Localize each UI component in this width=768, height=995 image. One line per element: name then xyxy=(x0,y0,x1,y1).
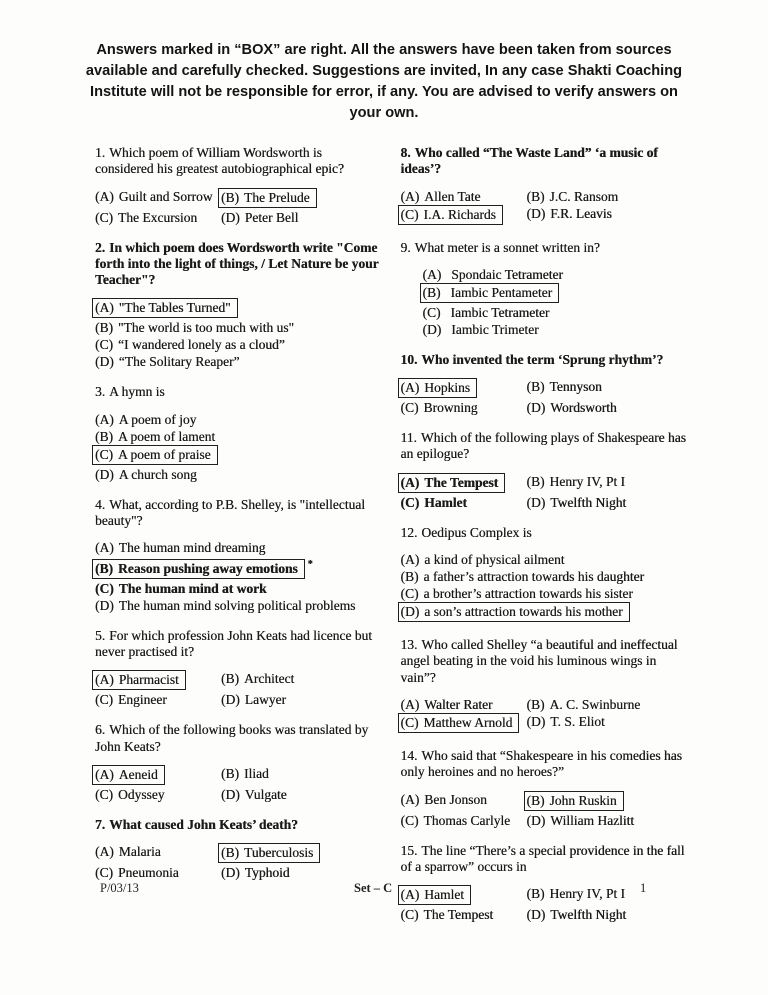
option-label: (C) xyxy=(95,337,113,353)
option-label: (D) xyxy=(95,466,114,482)
option xyxy=(221,188,383,209)
question-body-text: Who said that “Shakespeare in his comedies has only heroines and no heroes?” xyxy=(400,747,682,780)
question-text xyxy=(401,352,689,368)
option-label: (D) xyxy=(221,692,240,708)
option-text: A poem of joy xyxy=(118,411,197,427)
option-text: Guilt and Sorrow xyxy=(118,188,213,204)
option xyxy=(527,494,689,511)
answer-box xyxy=(398,473,506,493)
question-block xyxy=(401,430,689,511)
option-text: Twelfth Night xyxy=(550,907,627,923)
option xyxy=(95,428,383,445)
question-block xyxy=(95,384,383,482)
question-text xyxy=(401,525,689,541)
option xyxy=(423,321,689,338)
question-number: 1. xyxy=(95,145,106,160)
answer-box xyxy=(420,283,560,303)
option-label: (A) xyxy=(95,844,114,860)
answer-box xyxy=(218,188,317,208)
option-text: Twelfth Night xyxy=(550,494,627,510)
question-body-text: In which poem does Wordsworth write "Come forth into the light of things, / Let Nature be your Teacher"? xyxy=(95,239,379,288)
option-label: (B) xyxy=(221,766,239,782)
footer-paper-code: P/03/13 xyxy=(100,881,139,895)
option-label: (A) xyxy=(400,188,420,204)
option-text: Peter Bell xyxy=(244,209,299,225)
question-body-text: Oedipus Complex is xyxy=(421,524,532,540)
option-label: (A) xyxy=(400,552,420,568)
option-label: (A) xyxy=(400,380,420,396)
option-label: (A) xyxy=(400,887,420,903)
answer-box xyxy=(92,298,238,318)
left-column xyxy=(95,145,383,937)
options xyxy=(95,298,383,370)
question-text xyxy=(401,748,689,781)
option-label: (D) xyxy=(526,400,546,416)
option-label: (C) xyxy=(95,580,114,596)
question-text xyxy=(95,240,383,289)
option-label: (B) xyxy=(400,569,419,585)
option-label: (C) xyxy=(400,494,420,510)
option xyxy=(221,786,383,803)
option xyxy=(527,713,689,734)
option-text: Allen Tate xyxy=(424,188,481,204)
option-text: a father’s attraction towards his daughter xyxy=(423,569,645,585)
answer-box xyxy=(398,602,630,622)
option xyxy=(95,466,383,483)
option xyxy=(221,864,383,881)
option xyxy=(527,791,689,812)
option-text: William Hazlitt xyxy=(550,812,635,828)
question-body-text: What meter is a sonnet written in? xyxy=(414,239,600,255)
question-body-text: A hymn is xyxy=(109,384,165,400)
footer-set-label: Set – C xyxy=(354,881,393,895)
question-number: 4. xyxy=(95,496,106,512)
option-label: (C) xyxy=(95,787,113,803)
option-text: T. S. Eliot xyxy=(550,713,605,729)
option xyxy=(401,378,527,399)
option xyxy=(401,473,527,494)
option-text: Wordsworth xyxy=(550,400,617,416)
option-label: (A) xyxy=(400,696,420,712)
option-label: (A) xyxy=(95,672,114,688)
question-text xyxy=(95,145,383,178)
option-text: F.R. Leavis xyxy=(550,205,612,221)
option xyxy=(95,843,221,864)
answer-box xyxy=(398,713,520,733)
option xyxy=(95,765,221,786)
option-text: A church song xyxy=(118,466,197,482)
option-text: J.C. Ransom xyxy=(549,188,619,204)
question-block xyxy=(95,497,383,614)
question-block xyxy=(401,240,689,338)
option-label: (B) xyxy=(95,320,113,336)
option-text: The human mind solving political problems xyxy=(118,597,356,613)
option-text: I.A. Richards xyxy=(423,206,496,222)
option xyxy=(95,411,383,428)
option-text: Walter Rater xyxy=(424,696,493,712)
question-number: 7. xyxy=(95,817,106,833)
question-block xyxy=(401,748,689,829)
option-text: "The world is too much with us" xyxy=(118,320,295,336)
option-label: (C) xyxy=(422,304,441,320)
question-text xyxy=(401,637,689,686)
option xyxy=(95,209,221,226)
question-body-text: Which of the following books was translated by John Keats? xyxy=(95,722,369,754)
answer-box xyxy=(398,205,503,225)
question-block xyxy=(401,525,689,623)
option-label: (A) xyxy=(95,767,114,783)
question-block xyxy=(95,240,383,371)
option-text: A poem of praise xyxy=(118,446,211,462)
option-text: Tennyson xyxy=(549,379,602,395)
option-label: (B) xyxy=(422,284,441,300)
option xyxy=(95,188,221,209)
option-text: The Excursion xyxy=(118,209,198,225)
option xyxy=(527,906,689,923)
option xyxy=(221,209,383,226)
option-text: Spondaic Tetrameter xyxy=(451,266,563,282)
question-text xyxy=(95,384,383,400)
option xyxy=(401,205,527,226)
option xyxy=(527,188,689,205)
question-number: 12. xyxy=(400,524,418,540)
option-label: (C) xyxy=(400,400,419,416)
option-text: The human mind dreaming xyxy=(118,540,266,556)
question-text xyxy=(95,628,383,661)
option xyxy=(527,696,689,713)
option-text: The Tempest xyxy=(424,474,499,490)
option-text: A. C. Swinburne xyxy=(549,696,641,712)
question-block xyxy=(95,817,383,881)
option xyxy=(401,696,527,713)
option-label: (C) xyxy=(400,206,419,222)
option-text: Pneumonia xyxy=(118,865,179,881)
option-text: Matthew Arnold xyxy=(423,714,513,730)
option xyxy=(95,539,383,556)
option-text: Typhoid xyxy=(244,865,290,881)
option xyxy=(527,399,689,416)
option xyxy=(527,205,689,226)
question-text xyxy=(401,430,689,463)
question-text xyxy=(401,145,689,178)
question-number: 3. xyxy=(95,384,106,400)
option xyxy=(401,585,689,602)
option xyxy=(401,551,689,568)
option-text: Iambic Tetrameter xyxy=(450,304,550,320)
option xyxy=(95,336,383,353)
answer-box xyxy=(524,791,624,811)
option xyxy=(95,597,383,614)
option xyxy=(401,906,527,923)
option-label: (D) xyxy=(526,713,546,729)
answer-box xyxy=(92,670,186,690)
question-body-text: Who called “The Waste Land” ‘a music of ideas’? xyxy=(400,145,658,177)
option-label: (C) xyxy=(400,907,419,923)
options xyxy=(401,696,689,734)
options xyxy=(95,411,383,483)
option-label: (C) xyxy=(400,812,419,828)
question-text xyxy=(95,497,383,530)
option xyxy=(423,283,689,304)
question-number: 6. xyxy=(95,722,106,738)
option-label: (D) xyxy=(422,321,442,337)
option-text: Iliad xyxy=(244,766,269,782)
option-label: (C) xyxy=(95,692,113,708)
question-body-text: The line “There’s a special providence in the fall of a sparrow” occurs in xyxy=(400,842,685,874)
question-number: 11. xyxy=(400,430,417,446)
option xyxy=(95,691,221,708)
question-block xyxy=(401,352,689,416)
option-label: (B) xyxy=(95,428,113,444)
option-label: (D) xyxy=(221,865,240,881)
option-label: (D) xyxy=(221,787,240,803)
question-number: 10. xyxy=(400,351,418,367)
option xyxy=(401,188,527,205)
option-footnote-mark: * xyxy=(307,559,313,571)
option-label: (B) xyxy=(526,473,545,489)
option xyxy=(221,765,383,786)
option-label: (A) xyxy=(95,540,114,556)
option-text: Iambic Pentameter xyxy=(450,284,553,300)
options xyxy=(401,473,689,511)
option-label: (D) xyxy=(221,209,240,225)
option xyxy=(95,319,383,336)
option-text: Reason pushing away emotions xyxy=(118,560,298,576)
question-block xyxy=(95,628,383,709)
question-body-text: Which poem of William Wordsworth is considered his greatest autobiographical epic? xyxy=(95,145,344,177)
question-text xyxy=(401,843,689,876)
question-number: 15. xyxy=(400,842,418,858)
options xyxy=(401,188,689,226)
answer-box xyxy=(92,445,218,465)
option xyxy=(401,812,527,829)
option-label: (D) xyxy=(526,205,546,221)
option-text: Browning xyxy=(423,400,478,416)
questions-area xyxy=(95,145,688,937)
question-number: 13. xyxy=(400,637,418,653)
option xyxy=(221,843,383,864)
option-text: Vulgate xyxy=(244,787,287,803)
option-text: Henry IV, Pt I xyxy=(549,886,625,902)
option-text: Aeneid xyxy=(118,767,158,783)
option-text: Engineer xyxy=(118,692,167,708)
option-label: (C) xyxy=(95,446,113,462)
option-label: (A) xyxy=(400,474,420,490)
option xyxy=(95,580,383,597)
option xyxy=(401,791,527,812)
question-body-text: What, according to P.B. Shelley, is "intellectual beauty"? xyxy=(95,496,365,529)
question-block xyxy=(401,145,689,226)
question-number: 8. xyxy=(400,145,411,160)
option xyxy=(95,445,383,466)
option xyxy=(95,556,383,580)
option xyxy=(401,602,689,623)
option xyxy=(95,786,221,803)
option xyxy=(221,691,383,708)
options xyxy=(95,188,383,226)
options xyxy=(95,539,383,614)
option xyxy=(401,399,527,416)
answer-box xyxy=(92,559,305,579)
option-text: Pharmacist xyxy=(118,672,179,688)
question-number: 9. xyxy=(400,239,411,255)
option xyxy=(95,670,221,691)
option-label: (D) xyxy=(526,907,546,923)
option-label: (D) xyxy=(400,604,420,620)
option-label: (C) xyxy=(95,865,113,881)
option-label: (B) xyxy=(526,188,545,204)
question-text xyxy=(95,722,383,755)
question-block xyxy=(95,722,383,803)
question-body-text: Who invented the term ‘Sprung rhythm’? xyxy=(421,351,664,367)
option-label: (C) xyxy=(400,586,419,602)
options xyxy=(95,843,383,881)
option xyxy=(527,473,689,494)
option-text: "The Tables Turned" xyxy=(118,300,231,316)
option-text: The Tempest xyxy=(423,907,494,923)
question-block xyxy=(401,637,689,734)
question-body-text: Who called Shelley “a beautiful and ineffectual angel beating in the void his luminous wings in vain”? xyxy=(400,637,678,685)
options xyxy=(401,378,689,416)
option-label: (B) xyxy=(526,886,545,902)
option-text: Henry IV, Pt I xyxy=(549,473,625,489)
option-label: (B) xyxy=(526,379,545,395)
option-text: Lawyer xyxy=(244,692,286,708)
option xyxy=(401,494,527,511)
option-text: Iambic Trimeter xyxy=(451,321,539,337)
question-text xyxy=(401,240,689,256)
question-number: 2. xyxy=(95,239,106,255)
option-label: (C) xyxy=(95,209,113,225)
question-block xyxy=(95,145,383,226)
option-label: (B) xyxy=(221,671,239,687)
footer xyxy=(0,881,768,901)
question-text xyxy=(95,817,383,833)
option-label: (B) xyxy=(221,189,239,205)
options xyxy=(95,670,383,708)
option-text: John Ruskin xyxy=(549,792,617,808)
option-text: a brother’s attraction towards his sister xyxy=(423,586,633,602)
option-label: (D) xyxy=(526,494,546,510)
option-text: “I wandered lonely as a cloud” xyxy=(118,337,285,353)
option-label: (A) xyxy=(95,300,114,316)
options xyxy=(401,266,689,338)
option-text: The human mind at work xyxy=(118,580,267,596)
footer-page-number: 1 xyxy=(640,881,647,895)
option xyxy=(221,670,383,691)
option-text: Hopkins xyxy=(424,380,471,396)
option-text: Hamlet xyxy=(424,887,464,903)
option xyxy=(423,266,689,283)
option-text: Hamlet xyxy=(424,494,467,510)
option-label: (D) xyxy=(95,597,114,613)
option-text: Malaria xyxy=(118,844,161,860)
options xyxy=(401,551,689,623)
option-label: (A) xyxy=(400,791,420,807)
question-number: 14. xyxy=(400,747,418,763)
question-body-text: For which profession John Keats had licence but never practised it? xyxy=(95,627,372,660)
right-column xyxy=(401,145,689,937)
option-label: (B) xyxy=(526,696,545,712)
option-label: (B) xyxy=(526,792,545,808)
option-text: Odyssey xyxy=(118,787,165,803)
option-text: Architect xyxy=(244,671,295,687)
option-text: The Prelude xyxy=(244,189,310,205)
option xyxy=(527,378,689,399)
answer-box xyxy=(398,378,478,398)
option-text: a kind of physical ailment xyxy=(424,552,565,568)
option-text: Thomas Carlyle xyxy=(423,812,511,828)
answer-box xyxy=(218,843,320,863)
options xyxy=(401,791,689,829)
option-text: Ben Jonson xyxy=(424,791,487,807)
option xyxy=(95,864,221,881)
option xyxy=(423,304,689,321)
option-label: (B) xyxy=(221,845,239,861)
option xyxy=(95,298,383,319)
answer-box xyxy=(92,765,165,785)
option-text: “The Solitary Reaper” xyxy=(118,354,240,370)
option xyxy=(95,353,383,370)
options xyxy=(95,765,383,803)
option-label: (A) xyxy=(95,188,114,204)
option-text: A poem of lament xyxy=(118,428,216,444)
option xyxy=(401,713,527,734)
question-body-text: What caused John Keats’ death? xyxy=(109,817,298,833)
option xyxy=(401,568,689,585)
question-number: 5. xyxy=(95,627,106,643)
option-label: (D) xyxy=(95,354,114,370)
option-label: (C) xyxy=(400,714,419,730)
header-disclaimer: Answers marked in “BOX” are right. All the answers have been taken from sources available and carefully checked. Suggestions are invited, In any case Shakti Coaching Institute will not be responsible for error, if any. You are advised to verify answers on your own. xyxy=(85,42,683,121)
option-label: (A) xyxy=(95,411,114,427)
option-label: (B) xyxy=(95,560,113,576)
option xyxy=(527,812,689,829)
question-body-text: Which of the following plays of Shakespeare has an epilogue? xyxy=(400,430,686,462)
option-label: (A) xyxy=(422,266,442,282)
option-label: (D) xyxy=(526,812,546,828)
option-text: Tuberculosis xyxy=(244,845,314,861)
option-text: a son’s attraction towards his mother xyxy=(424,604,623,620)
